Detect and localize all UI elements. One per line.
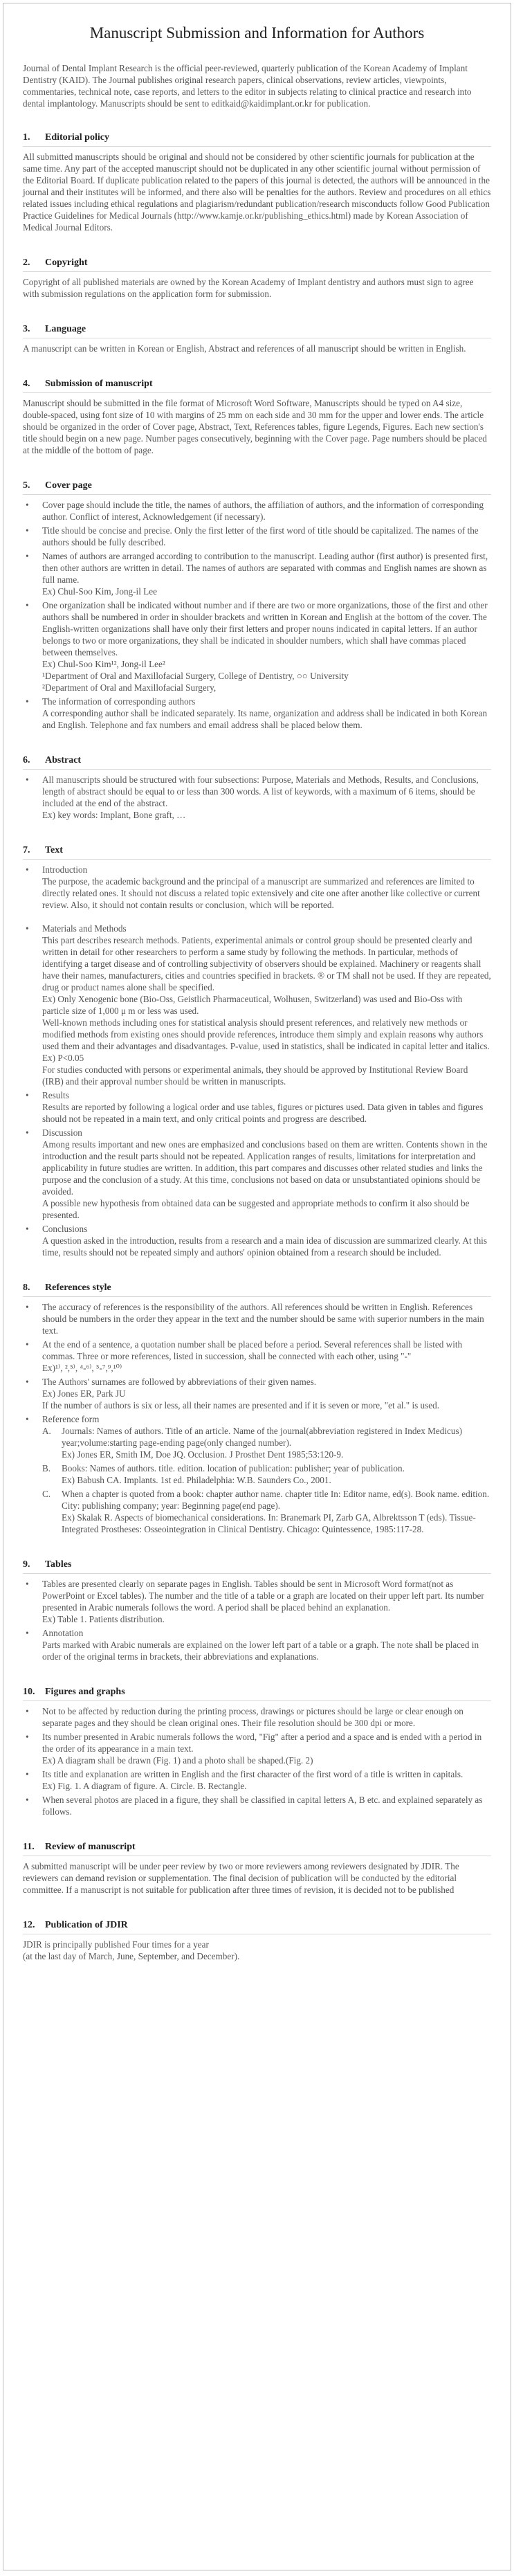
section-number: 4.: [23, 379, 30, 389]
example-text: Ex) Chul-Soo Kim¹², Jong-il Lee²: [42, 659, 165, 669]
list-item: • The information of corresponding authors A corresponding author shall be indicated separately. Its name, organization and address shall be indicated in both Korean and English. Telephone and fax numbers and email address shall be placed below them.: [23, 696, 491, 731]
reference-form-item: A. Journals: Names of authors. Title of an article. Name of the journal(abbreviation registered in Index Medicus) year;volume:starting page-ending page(only changed number). Ex) Jones ER, Smith IM, Doe JQ. Occlusion. J Prosthet Dent 1985;53:120-9.: [42, 1425, 491, 1460]
section-number: 1.: [23, 132, 30, 143]
section-copyright: [23, 257, 491, 300]
section-title: Abstract: [45, 755, 82, 765]
section-tables: [23, 1559, 491, 1662]
list-item: • The Authors' surnames are followed by abbreviations of their given names. Ex) Jones ER, Park JU If the number of authors is six or less, all their names are presented and if it is seven or more, "et al." is used.: [23, 1376, 491, 1411]
list-item: • Not to be affected by reduction during the printing process, drawings or pictures should be large or clear enough on separate pages and they should be clean original ones. Their file resolution should be 300 dpi or more.: [23, 1705, 491, 1729]
section-review: [23, 1841, 491, 1896]
bullet-list: [23, 1578, 491, 1662]
section-text: A submitted manuscript will be under peer review by two or more reviewers among reviewers designated by JDIR. The reviewers can demand revision or supplementation. The final decision of publication will be conducted by the editorial committee. If a manuscript is not suitable for publication after three times of revision, it is decided not to be published: [23, 1861, 459, 1895]
section-text: A manuscript can be written in Korean or English, Abstract and references of all manuscript should be written in English.: [23, 343, 466, 354]
section-text: All submitted manuscripts should be original and should not be considered by other scientific journals for publication at the same time. Any part of the accepted manuscript should not be duplicated in any other scientific journal without permission of the Editorial Board. If duplicate publication related to the papers of this journal is detected, the authors will be announced in the journal and their institutes will be informed, and there also will be penalties for the authors. Review and procedures on all ethics related issues including ethical regulations and plagiarism/redundant publication/research misconducts follow Good Publication Practice Guidelines for Medical Journals (http://www.kamje.or.kr/publishing_ethics.html) made by Korean Association of Medical Journal Editors.: [23, 152, 491, 233]
document-page: [3, 3, 511, 2570]
list-item: • Reference form A. Journals: Names of authors. Title of an article. Name of the journal(abbreviation registered in Index Medicus) year;volume:starting page-ending page(only changed number). Ex) Jones ER, Smith IM, Doe JQ. Occlusion. J Prosthet Dent 1985;53:120-9. B. Books: Names of authors. title. edition. location of publication: publisher; year of publication. Ex) Babush CA. Implants. 1st ed. Philadelphia: W.B. Saunders Co., 2001. C. When a chapter is quoted from a book: chapter author name. chapter title In: Editor name, ed(s). Book name. edition. City: publishing company; year: Beginning page(end page). Ex) Skalak R. Aspects of biomechanical considerations. In: Branemark PI, Zarb GA, Albrektsson T (eds). Tissue-Integrated Prostheses: Osseointegration in Clinical Dentistry. Chicago: Quintessence, 1985:117-28.: [23, 1413, 491, 1535]
example-text: Ex)¹⁾, ²,⁵⁾, ⁴-⁶⁾, ⁵-⁷,⁹,¹⁰⁾: [42, 1363, 122, 1373]
bullet-list: [23, 864, 491, 1258]
section-heading: [23, 1841, 491, 1856]
section-heading: [23, 480, 491, 495]
section-number: 5.: [23, 480, 30, 491]
section-heading: [23, 1282, 491, 1297]
section-title: Language: [45, 324, 86, 334]
section-heading: [23, 844, 491, 860]
section-cover-page: [23, 480, 491, 731]
section-number: 9.: [23, 1559, 30, 1570]
section-editorial-policy: [23, 131, 491, 233]
bullet-list: [23, 1705, 491, 1817]
section-title: Figures and graphs: [45, 1687, 125, 1697]
list-item: • Cover page should include the title, the names of authors, the affiliation of authors, and the information of corresponding author. Conflict of interest, Acknowledgement (if necessary).: [23, 499, 491, 523]
section-heading: [23, 1919, 491, 1934]
list-item: • One organization shall be indicated without number and if there are two or more organizations, those of the first and other authors shall be numbered in order in shoulder brackets and written in Korean and English at the bottom of the cover. The English-written organizations shall have only their first letters and proper nouns indicated in capital letters. If an author belongs to two or more organizations, they shall be indicated in shoulder numbers, which shall have commas placed between themselves. Ex) Chul-Soo Kim¹², Jong-il Lee² ¹Department of Oral and Maxillofacial Surgery, College of Dentistry, ○○ University ²Department of Oral and Maxillofacial Surgery,: [23, 599, 491, 693]
intro-paragraph: Journal of Dental Implant Research is the official peer-reviewed, quarterly publication of the Korean Academy of Implant Dentistry (KAID). The Journal publishes original research papers, clinical observations, review articles, viewpoints, commentaries, technical note, case reports, and letters to the editor in subjects relating to clinical practice and research into dental implantology. Manuscripts should be sent to editkaid@kaidimplant.or.kr for publication.: [23, 63, 472, 109]
subsection-title: • Materials and Methods: [42, 923, 127, 934]
reference-form-item: B. Books: Names of authors. title. edition. location of publication: publisher; year of publication. Ex) Babush CA. Implants. 1st ed. Philadelphia: W.B. Saunders Co., 2001.: [42, 1462, 491, 1486]
list-item: • The accuracy of references is the responsibility of the authors. All references should be written in English. References should be numbers in the order they appear in the text and the number should be same with superior numbers in the main text.: [23, 1301, 491, 1336]
subsection-title: • Conclusions: [42, 1224, 88, 1234]
section-submission: [23, 378, 491, 456]
section-number: 6.: [23, 755, 30, 765]
reference-form-item: C. When a chapter is quoted from a book: chapter author name. chapter title In: Editor name, ed(s). Book name. edition. City: publishing company; year: Beginning page(end page). Ex) Skalak R. Aspects of biomechanical considerations. In: Branemark PI, Zarb GA, Albrektsson T (eds). Tissue-Integrated Prostheses: Osseointegration in Clinical Dentistry. Chicago: Quintessence, 1985:117-28.: [42, 1488, 491, 1535]
example-text: Ex) key words: Implant, Bone graft, …: [42, 810, 186, 820]
section-number: 2.: [23, 257, 30, 268]
reference-form-list: [42, 1425, 491, 1535]
section-number: 12.: [23, 1920, 35, 1930]
page-title: Manuscript Submission and Information for Authors: [89, 24, 425, 42]
example-text: Ex) Babush CA. Implants. 1st ed. Philadelphia: W.B. Saunders Co., 2001.: [62, 1475, 331, 1485]
section-number: 11.: [23, 1842, 35, 1852]
list-item-materials-methods: • Materials and Methods This part describes research methods. Patients, experimental animals or control group should be presented clearly and written in detail for other researchers to perform a same study by following the methods. In particular, methods of identifying a target disease and of controlling subjectivity of observers should be explained. Machinery or reagents shall have their names, manufacturers, cities and countries specified in brackets. ® or TM shall not be used. If they are repeated, drug or product names alone shall be specified. Ex) Only Xenogenic bone (Bio-Oss, Geistlich Pharmaceutical, Wolhusen, Switzerland) was used and Bio-Oss with particle size of 1,000 μ m or less was used. Well-known methods including ones for statistical analysis should present references, and relatively new methods or modified methods from existing ones should provide references, introduce them simply and explain reasons why authors used them and their advantages and disadvantages. P-value, used in statistics, shall be indicated in capital letter and italics. Ex) P<0.05 For studies conducted with persons or experimental animals, they should be approved by Institutional Review Board (IRB) and their approval number should be written in manuscripts.: [23, 923, 491, 1087]
subsection-title: • Results: [42, 1090, 69, 1100]
section-title: Text: [45, 845, 63, 855]
subsection-title: • Introduction: [42, 864, 88, 875]
example-text: Ex) Jones ER, Smith IM, Doe JQ. Occlusion. J Prosthet Dent 1985;53:120-9.: [62, 1449, 344, 1460]
list-item: • Tables are presented clearly on separate pages in English. Tables should be sent in Microsoft Word format(not as PowerPoint or Excel tables). The number and the title of a table or a graph are located on their upper left part. Its number presented in Arabic numerals follows the word. A period shall be placed behind an explanation. Ex) Table 1. Patients distribution.: [23, 1578, 491, 1625]
section-title: References style: [45, 1282, 111, 1293]
section-text: [23, 844, 491, 1258]
section-text: JDIR is principally published Four times for a year: [23, 1939, 209, 1950]
list-item: • All manuscripts should be structured with four subsections: Purpose, Materials and Methods, Results, and Conclusions, length of abstract should be equal to or less than 300 words. A list of keywords, with a maximum of 6 items, should be included at the end of the abstract. Ex) key words: Implant, Bone graft, …: [23, 774, 491, 821]
section-heading: [23, 1686, 491, 1701]
section-title: Editorial policy: [45, 132, 109, 143]
list-item-conclusions: • Conclusions A question asked in the introduction, results from a research and a main idea of discussion are summarized clearly. At this time, results should not be repeated simply and authors' opinion obtained from a research should be included.: [23, 1223, 491, 1258]
section-number: 10.: [23, 1687, 35, 1697]
section-text: Copyright of all published materials are owned by the Korean Academy of Implant dentistry and authors must sign to agree with submission regulations on the application form for submission.: [23, 277, 474, 299]
list-item: • Its title and explanation are written in English and the first character of the first word of a title is written in capitals. Ex) Fig. 1. A diagram of figure. A. Circle. B. Rectangle.: [23, 1768, 491, 1792]
section-text: Manuscript should be submitted in the file format of Microsoft Word Software, Manuscripts should be typed on A4 size, double-spaced, using font size of 10 with margins of 25 mm on each side and 30 mm for the upper and lower ends. The article should be organized in the order of Cover page, Abstract, Text, References tables, figure Legends, Figures. Each new section's title should begin on a new page. Number pages consecutively, beginning with the Cover page. Page numbers should be placed at the middle of the bottom of page.: [23, 398, 487, 455]
section-title: Review of manuscript: [45, 1842, 136, 1852]
section-references-style: [23, 1282, 491, 1535]
section-heading: [23, 754, 491, 770]
bullet-list: [23, 499, 491, 731]
list-item: • Annotation Parts marked with Arabic numerals are explained on the lower left part of a table or a graph. The note shall be placed in order of the original terms in brackets, their abbreviations and explanations.: [23, 1627, 491, 1662]
section-title: Tables: [45, 1559, 72, 1570]
example-text: Ex) Skalak R. Aspects of biomechanical considerations. In: Branemark PI, Zarb GA, Albrektsson T (eds). Tissue-Integrated Prostheses: Osseointegration in Clinical Dentistry. Chicago: Quintessence, 1985:117-28.: [62, 1512, 476, 1534]
section-abstract: [23, 754, 491, 821]
section-heading: [23, 257, 491, 272]
example-text: Ex) A diagram shall be drawn (Fig. 1) and a photo shall be shaped.(Fig. 2): [42, 1755, 313, 1766]
section-publication: [23, 1919, 491, 1962]
example-text: Ex) Table 1. Patients distribution.: [42, 1614, 165, 1624]
section-heading: [23, 378, 491, 393]
section-text: (at the last day of March, June, September, and December).: [23, 1951, 240, 1961]
section-number: 3.: [23, 324, 30, 334]
section-heading: [23, 131, 491, 147]
example-text: Ex) Jones ER, Park JU: [42, 1388, 126, 1399]
section-title: Submission of manuscript: [45, 379, 153, 389]
bullet-list: [23, 774, 491, 821]
example-text: Ex) Fig. 1. A diagram of figure. A. Circle. B. Rectangle.: [42, 1781, 247, 1791]
section-language: [23, 323, 491, 354]
list-item: • Its number presented in Arabic numerals follows the word, "Fig" after a period and a space and is ended with a period in the order of its appearance in a main text. Ex) A diagram shall be drawn (Fig. 1) and a photo shall be shaped.(Fig. 2): [23, 1731, 491, 1766]
example-text: ¹Department of Oral and Maxillofacial Surgery, College of Dentistry, ○○ University: [42, 671, 349, 681]
example-text: Ex) Chul-Soo Kim, Jong-il Lee: [42, 586, 157, 597]
example-text: ²Department of Oral and Maxillofacial Surgery,: [42, 682, 217, 693]
section-heading: [23, 1559, 491, 1574]
section-heading: [23, 323, 491, 338]
list-item: • Names of authors are arranged according to contribution to the manuscript. Leading author (first author) is presented first, then other authors are written in detail. The names of authors are separated with commas and English names are shown as full name. Ex) Chul-Soo Kim, Jong-il Lee: [23, 550, 491, 597]
section-title: Copyright: [45, 257, 88, 268]
section-figures-graphs: [23, 1686, 491, 1817]
list-item-discussion: • Discussion Among results important and new ones are emphasized and conclusions based on them are written. Contents shown in the introduction and the result parts should not be repeated. Application ranges of results, limitations for interpretation and applicability in future studies are written. In addition, this part compares and discusses other related studies and links the purpose and the conclusion of a study. At this time, conclusions not based on data or unsubstantiated opinions should be avoided. A possible new hypothesis from obtained data can be suggested and appropriate methods to confirm it also should be presented.: [23, 1127, 491, 1221]
section-title: Cover page: [45, 480, 92, 491]
list-item: • When several photos are placed in a figure, they shall be classified in capital letters A, B etc. and explained separately as follows.: [23, 1794, 491, 1817]
subsection-title: • Discussion: [42, 1127, 82, 1138]
section-title: Publication of JDIR: [45, 1920, 128, 1930]
section-number: 7.: [23, 845, 30, 855]
list-item-results: • Results Results are reported by following a logical order and use tables, figures or pictures used. Data given in tables and figures should not be repeated in a main text, and only critical points and progress are described.: [23, 1089, 491, 1125]
bullet-list: [23, 1301, 491, 1535]
section-number: 8.: [23, 1282, 30, 1293]
list-item: • Title should be concise and precise. Only the first letter of the first word of title should be capitalized. The names of the authors should be fully described.: [23, 525, 491, 548]
list-item: • At the end of a sentence, a quotation number shall be placed before a period. Several references shall be listed with commas. Three or more references, listed in succession, shall be connected with each other, using "-" Ex)¹⁾, ²,⁵⁾, ⁴-⁶⁾, ⁵-⁷,⁹,¹⁰⁾: [23, 1339, 491, 1374]
list-item-introduction: • Introduction The purpose, the academic background and the principal of a manuscript are summarized and references are limited to directly related ones. It should not discuss a related topic extensively and cite one after another like collective or current review. Also, it should not contain results or conclusion, which will be reported.: [23, 864, 491, 920]
